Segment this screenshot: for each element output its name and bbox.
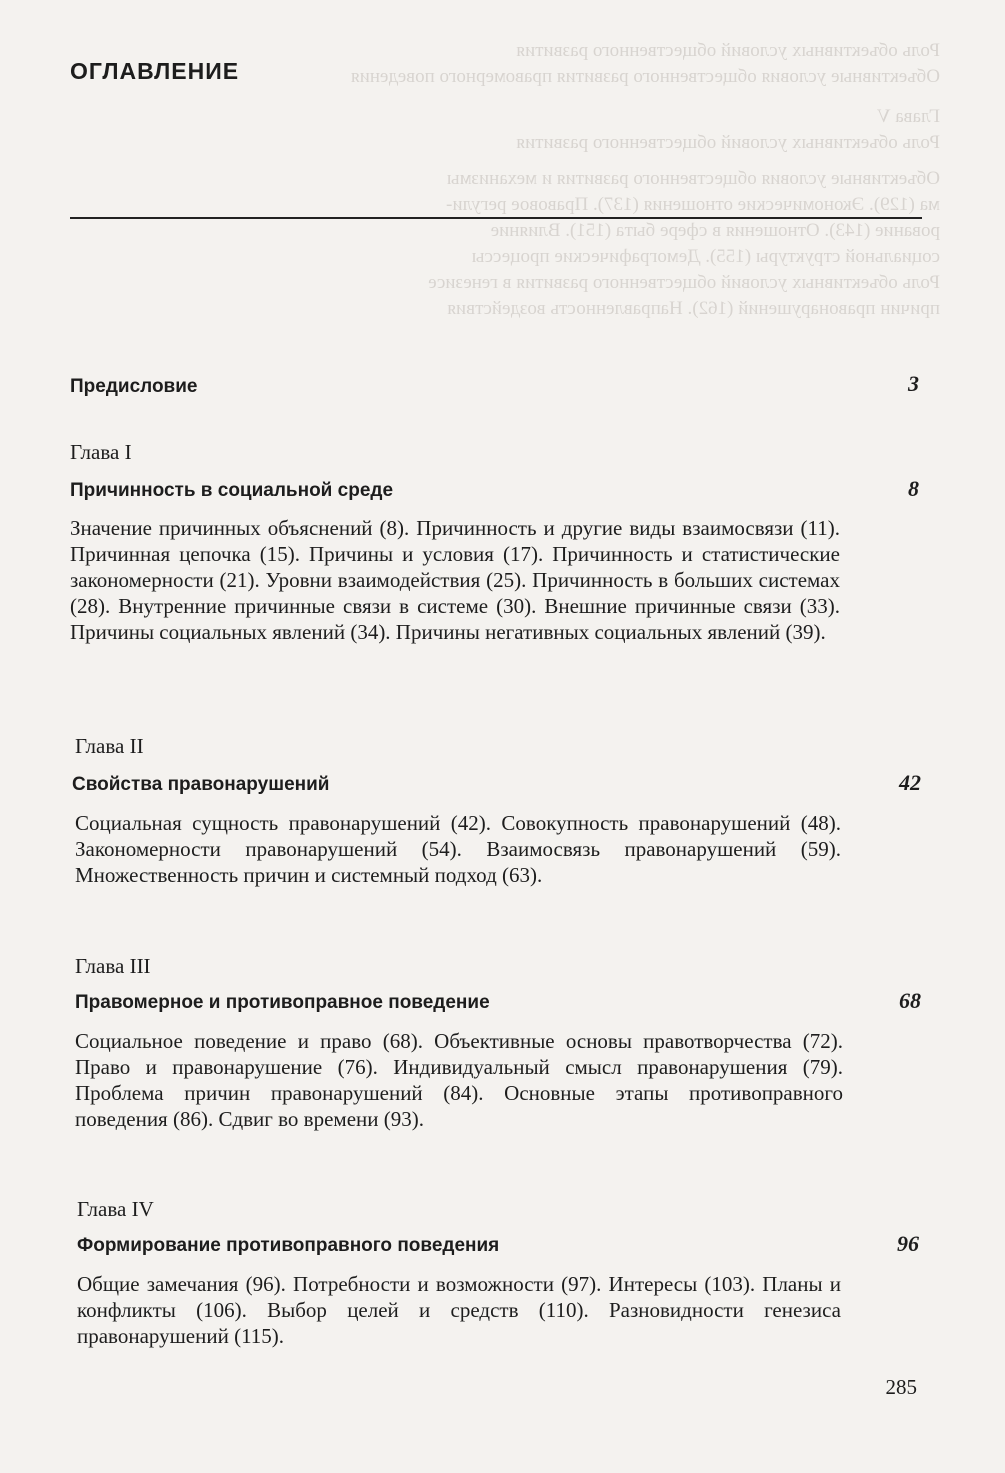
ghost-line: Глава V — [876, 106, 940, 127]
page-number: 285 — [885, 1375, 917, 1399]
chapter-title: Правомерное и противоправное поведение — [75, 992, 490, 1013]
chapter-title: Формирование противоправного поведения — [77, 1235, 500, 1256]
chapter-title: Причинность в социальной среде — [70, 480, 394, 501]
ghost-line: Объективные условия общественного развития правомерного поведения — [350, 66, 940, 87]
chapter-contents: Общие замечания (96). Потребности и возможности (97). Интересы (103). Планы и конфликты (106). Выбор целей и средств (110). Разновидности генезиса правонарушений (115). — [77, 1272, 841, 1348]
title-rule — [70, 217, 922, 219]
chapter-contents: Значение причинных объяснений (8). Причинность и другие виды взаимосвязи (11). Причинная цепочка (15). Причины и условия (17). Причинность и статистические закономерности (21). Уровни взаимодействия (25). Причинность в больших системах (28). Внутренние причинные связи в системе (30). Внешние причинные связи (33). Причины социальных явлений (34). Причины негативных социальных явлений (39). — [70, 516, 840, 644]
chapter-page: 96 — [897, 1231, 919, 1256]
ghost-line: ма (129). Экономические отношения (137). Правовое регули- — [446, 194, 940, 215]
chapter-label: Глава III — [75, 954, 151, 978]
chapter-page: 42 — [899, 770, 921, 795]
bleed-through-text — [150, 38, 940, 322]
chapter-title: Свойства правонарушений — [72, 774, 330, 795]
chapter-page: 8 — [908, 476, 919, 501]
chapter-contents: Социальная сущность правонарушений (42). Совокупность правонарушений (48). Закономерности правонарушений (54). Взаимосвязь правонарушений (59). Множественность причин и системный подход (63). — [75, 811, 841, 887]
ghost-line: Роль объективных условий общественного развития в генезисе — [428, 272, 940, 293]
chapter-label: Глава II — [75, 734, 144, 758]
chapter-contents: Социальное поведение и право (68). Объективные основы правотворчества (72). Право и правонарушение (76). Индивидуальный смысл правонарушения (79). Проблема причин правонарушений (84). Основные этапы противоправного поведения (86). Сдвиг во времени (93). — [75, 1029, 843, 1131]
chapter-page: 68 — [899, 988, 921, 1013]
ghost-line: причин правонарушений (162). Направленность воздействия — [447, 298, 940, 319]
ghost-line: рование (143). Отношения в сфере быта (151). Влияние — [490, 220, 940, 241]
ghost-line: социальной структуры (155). Демографические процессы — [471, 246, 940, 267]
preface-page: 3 — [908, 371, 919, 396]
chapter-label: Глава I — [70, 440, 132, 464]
ghost-line: Роль объективных условий общественного развития — [516, 132, 940, 153]
chapter-label: Глава IV — [77, 1197, 154, 1221]
page-title: ОГЛАВЛЕНИЕ — [70, 58, 240, 84]
preface-title: Предисловие — [70, 376, 198, 397]
ghost-line: Роль объективных условий общественного развития — [516, 40, 940, 61]
ghost-line: Объективные условия общественного развития и механизмы — [446, 168, 940, 189]
